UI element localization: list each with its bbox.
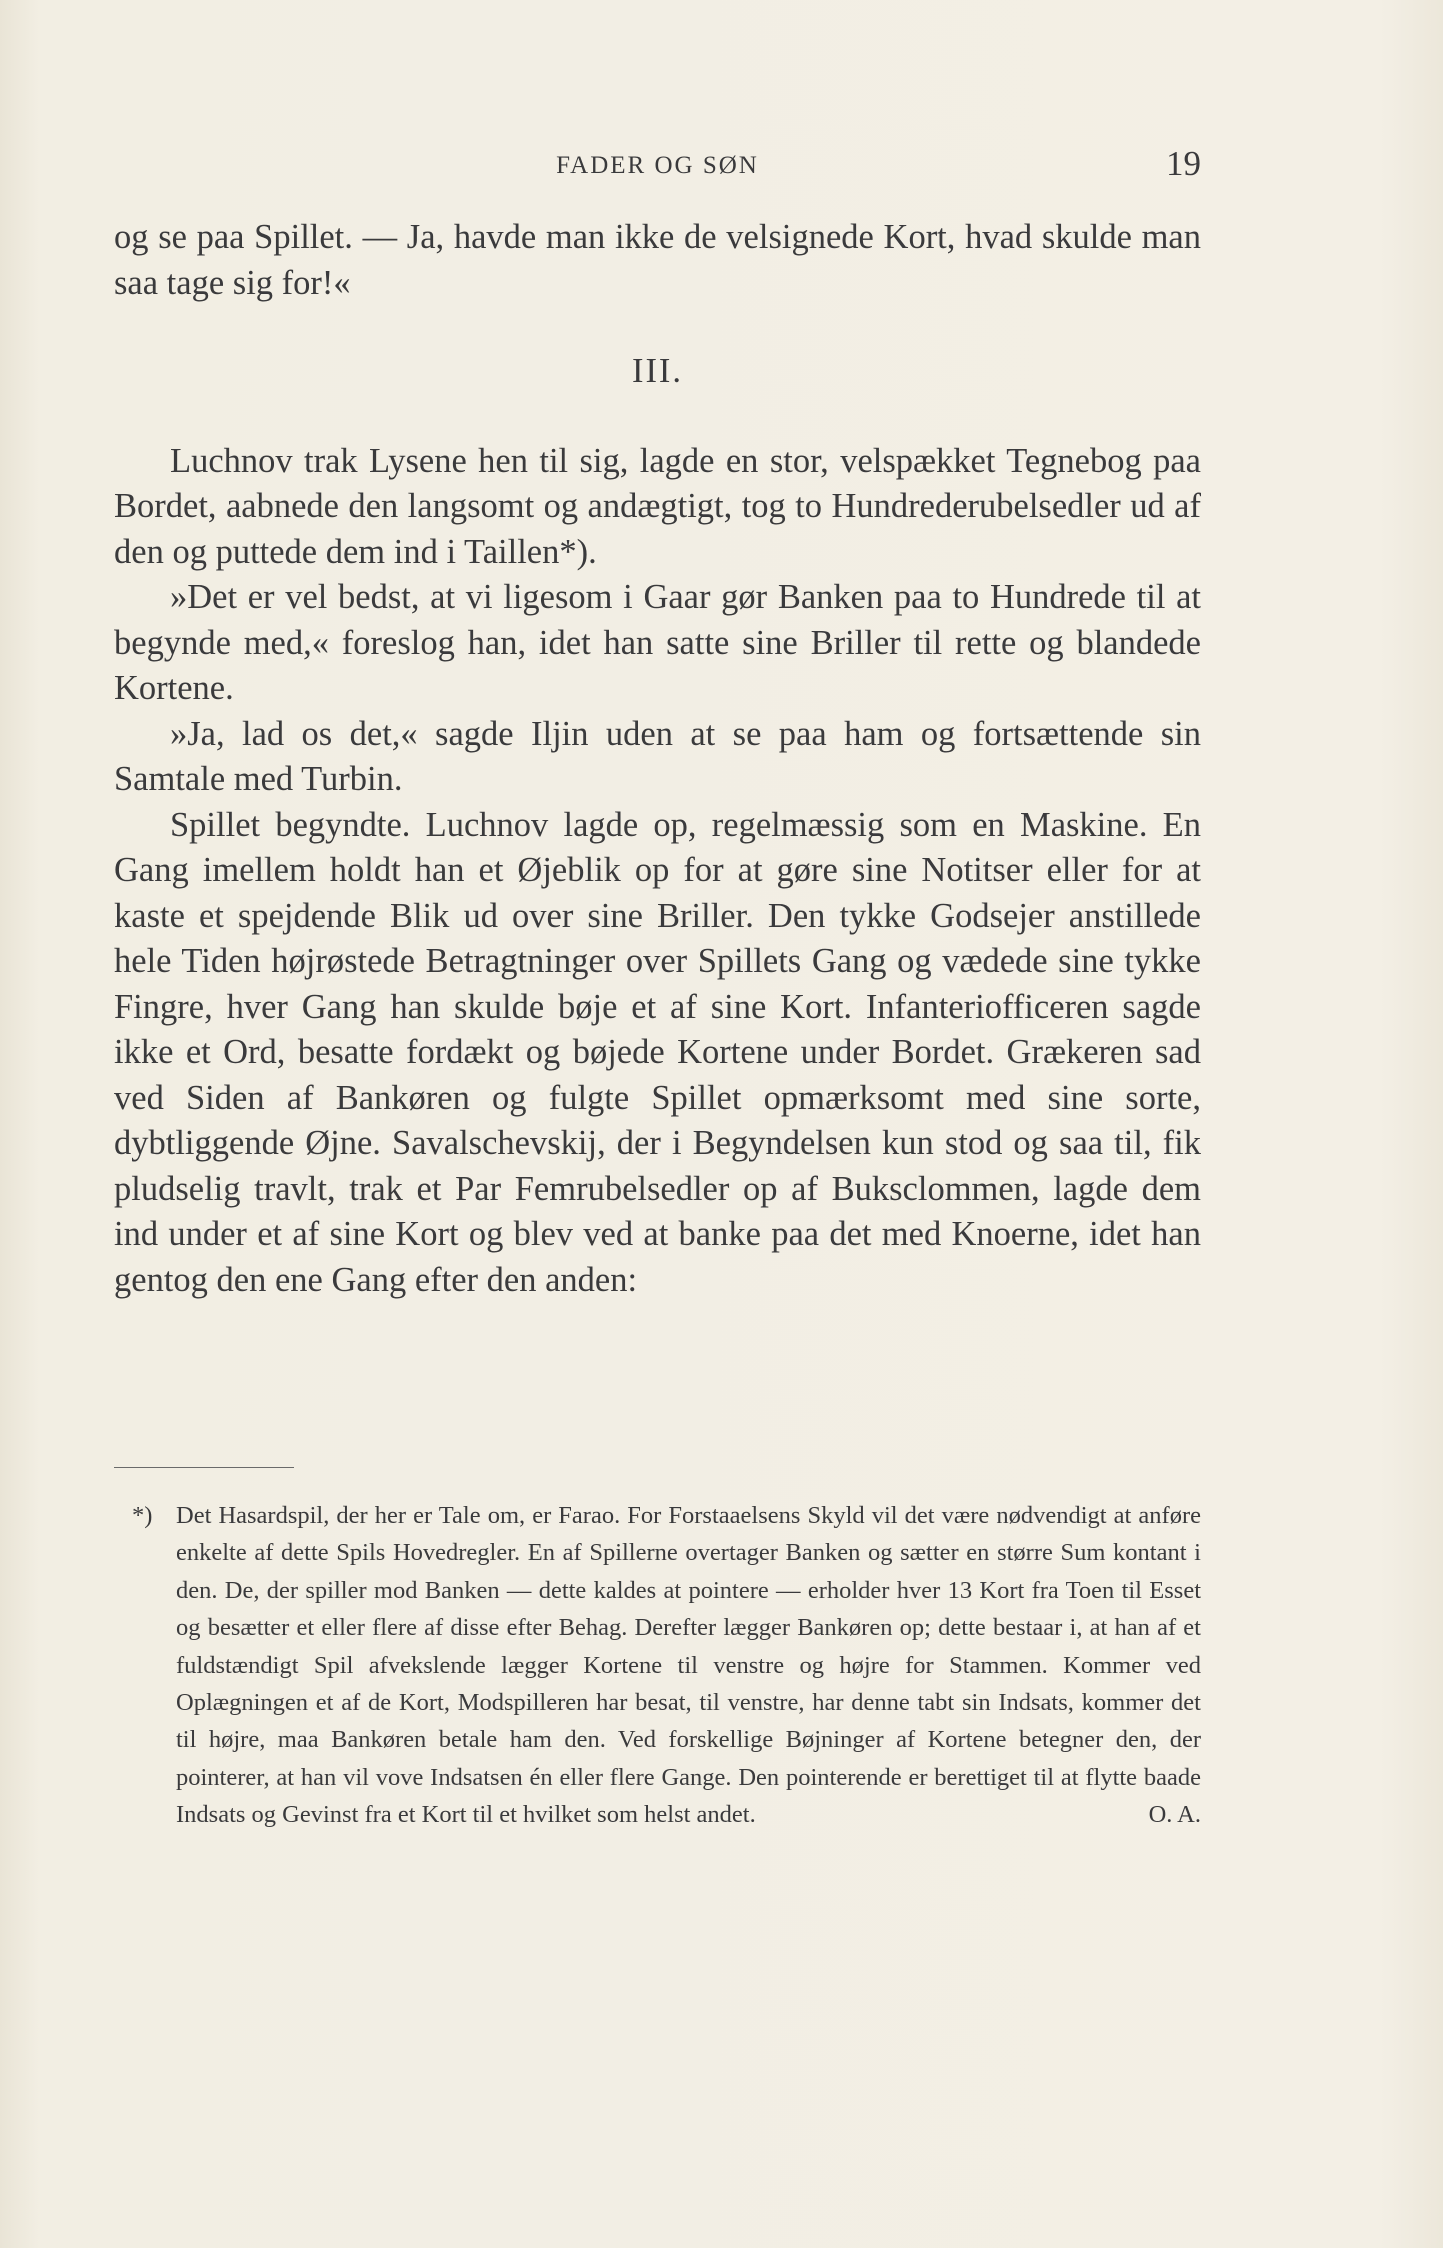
page-number: 19: [1166, 144, 1201, 183]
footnote-rule: [114, 1467, 294, 1468]
opening-paragraph: og se paa Spillet. — Ja, havde man ikke de velsignede Kort, hvad skulde man saa tage sig for!«: [114, 218, 1201, 302]
footnote: [114, 1497, 1201, 1834]
paragraph: Luchnov trak Lysene hen til sig, lagde en stor, velspækket Tegnebog paa Bordet, aabnede den langsomt og andægtigt, tog to Hundrederubelsedler ud af den og puttede dem ind i Taillen*).: [114, 441, 1201, 571]
paragraph: »Ja, lad os det,« sagde Iljin uden at se paa ham og fortsættende sin Samtale med Turbin.: [114, 714, 1201, 798]
paragraph: Spillet begyndte. Luchnov lagde op, regelmæssig som en Maskine. En Gang imellem holdt han et Øjeblik op for at gøre sine Notitser eller for at kaste et spejdende Blik ud over sine Briller. Den tykke Godsejer anstillede hele Tiden højrøstede Betragtninger over Spillets Gang og vædede sine tykke Fingre, hver Gang han skulde bøje et af sine Kort. Infanteriofficeren sagde ikke et Ord, besatte fordækt og bøjede Kortene under Bordet. Grækeren sad ved Siden af Bankøren og fulgte Spillet opmærksomt med sine sorte, dybtliggende Øjne. Savalschevskij, der i Begyndelsen kun stod og saa til, fik pludselig travlt, trak et Par Femrubelsedler op af Buksclommen, lagde dem ind under et af sine Kort og blev ved at banke paa det med Knoerne, idet han gentog den ene Gang efter den anden:: [114, 805, 1201, 1299]
running-title: FADER OG SØN: [556, 152, 759, 179]
section-heading: III.: [631, 352, 684, 390]
paragraph: »Det er vel bedst, at vi ligesom i Gaar gør Banken paa to Hundrede til at begynde med,« foreslog han, idet han satte sine Briller til rette og blandede Kortene.: [114, 578, 1201, 707]
footnote-text: [176, 1497, 1201, 1834]
footnote-body: Det Hasardspil, der her er Tale om, er Farao. For Forstaaelsens Skyld vil det være nødvendigt at anføre enkelte af dette Spils Hovedregler. En af Spillerne overtager Banken og sætter en større Sum kontant i den. De, der spiller mod Banken — dette kaldes at pointere — erholder hver 13 Kort fra Toen til Esset og besætter et eller flere af disse efter Behag. Derefter lægger Bankøren op; dette bestaar i, at han af et fuldstændigt Spil afvekslende lægger Kortene til venstre og højre for Stammen. Kommer ved Oplægningen et af de Kort, Modspilleren har besat, til venstre, har denne tabt sin Indsats, kommer det til højre, maa Bankøren betale ham den. Ved forskellige Bøjninger af Kortene betegner den, der pointerer, at han vil vove Indsatsen én eller flere Gange. Den pointerende er berettiget til at flytte baade Indsats og Gevinst fra et Kort til et hvilket som helst andet.: [176, 1502, 1201, 1829]
body-text: [114, 215, 1201, 1303]
page-header: [114, 144, 1201, 184]
footnote-marker: *): [132, 1502, 153, 1529]
footnote-signature: O. A.: [1148, 1801, 1201, 1829]
